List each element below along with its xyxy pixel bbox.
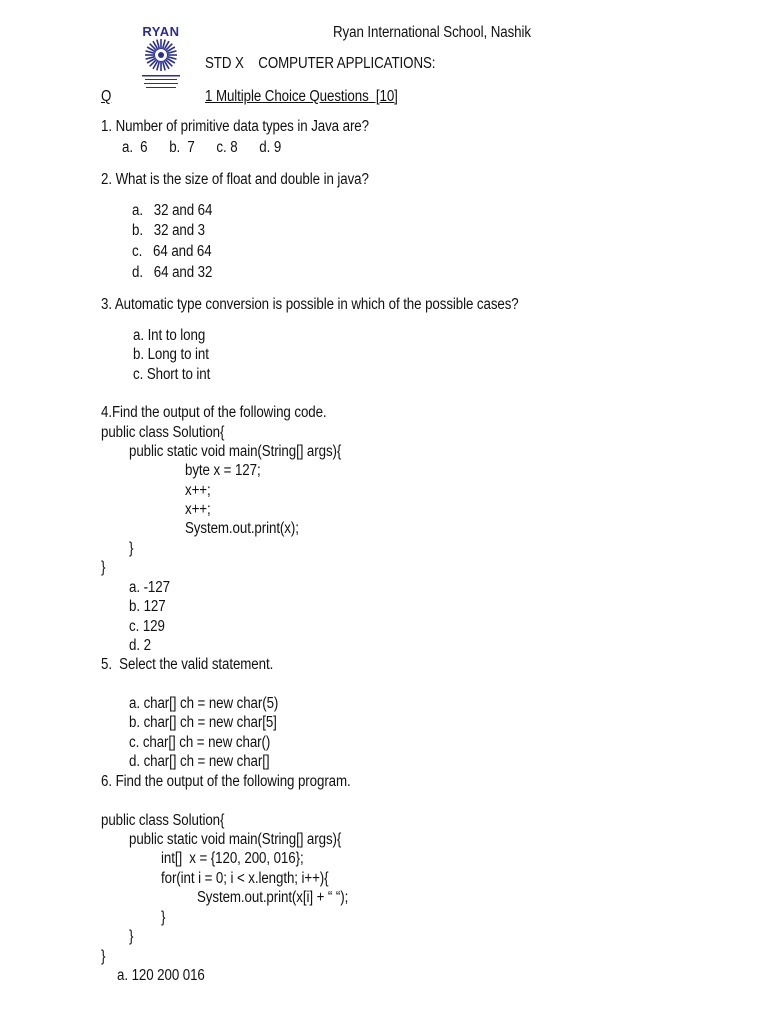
text-line: b. 127 [129,598,166,615]
text-line: a. 32 and 64 [132,202,213,219]
text-line: b. Long to int [133,346,209,363]
text-line: 6. Find the output of the following program. [101,773,351,790]
text-line: a. 120 200 016 [117,967,205,984]
section-title: 1 Multiple Choice Questions [10] [205,88,398,105]
text-line: a. -127 [129,579,170,596]
text-line: 4.Find the output of the following code. [101,404,327,421]
text-line: x++; [185,482,211,499]
text-line: d. 64 and 32 [132,264,213,281]
text-line: public class Solution{ [101,424,225,441]
text-line: for(int i = 0; i < x.length; i++){ [161,870,329,887]
sunburst-emblem-icon [136,37,186,95]
text-line: a. char[] ch = new char(5) [129,695,279,712]
text-line: c. Short to int [133,366,211,383]
text-line: a. 6 b. 7 c. 8 d. 9 [122,139,282,156]
question-label: Q [101,88,112,105]
text-line: } [161,909,166,926]
logo-word: RYAN [142,24,180,39]
text-line: 3. Automatic type conversion is possible in which of the possible cases? [101,296,519,313]
text-line: } [101,559,106,576]
text-line: int[] x = {120, 200, 016}; [161,850,304,867]
class-subject: STD X COMPUTER APPLICATIONS: [205,55,436,72]
text-line: } [129,540,134,557]
text-line: System.out.print(x); [185,520,299,537]
text-line: 5. Select the valid statement. [101,656,274,673]
text-line: System.out.print(x[i] + “ “); [197,889,349,906]
text-line: d. char[] ch = new char[] [129,753,270,770]
text-line: } [101,948,106,965]
text-line: byte x = 127; [185,462,261,479]
school-logo [136,24,186,96]
text-line: public static void main(String[] args){ [129,831,342,848]
text-line: d. 2 [129,637,151,654]
school-name: Ryan International School, Nashik [333,24,531,41]
text-line: a. Int to long [133,327,206,344]
text-line: c. 64 and 64 [132,243,212,260]
text-line: b. char[] ch = new char[5] [129,714,277,731]
text-line: public class Solution{ [101,812,225,829]
text-line: c. 129 [129,618,165,635]
text-line: 2. What is the size of float and double in java? [101,171,369,188]
text-line: c. char[] ch = new char() [129,734,271,751]
text-line: b. 32 and 3 [132,222,206,239]
text-line: x++; [185,501,211,518]
text-line: } [129,928,134,945]
text-line: public static void main(String[] args){ [129,443,342,460]
text-line: 1. Number of primitive data types in Java are? [101,118,369,135]
